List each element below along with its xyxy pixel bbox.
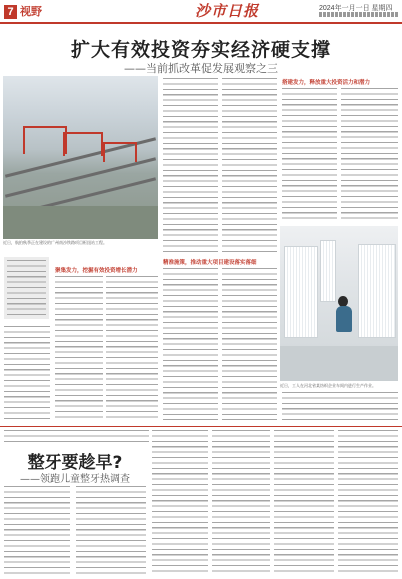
worker-figure bbox=[336, 306, 352, 332]
body-column bbox=[163, 78, 218, 253]
section-heading: 搭建发力，释放重大投资活力和潜力 bbox=[282, 80, 371, 86]
photo-caption: 近日，航拍秋季正在建设的广州南沙铁路项目枢纽站工程。 bbox=[3, 240, 107, 245]
body-column bbox=[163, 268, 218, 420]
factory-photo bbox=[280, 226, 398, 381]
photo-caption: 近日，工人在河北省某纺织企业车间内进行生产作业。 bbox=[280, 383, 376, 388]
article-subtitle: ——当前抓改革促发展观察之三 bbox=[124, 62, 278, 75]
issue-date: 2024年一月一日 星期四 bbox=[319, 5, 393, 12]
body-column bbox=[282, 392, 398, 420]
body-column bbox=[4, 326, 50, 420]
section-heading: 精准施策，推动重大项目建设落实落细 bbox=[163, 260, 257, 266]
body-column bbox=[212, 430, 270, 576]
body-column bbox=[55, 276, 103, 420]
header-rule bbox=[0, 22, 402, 24]
body-column bbox=[76, 486, 146, 576]
body-column bbox=[4, 486, 70, 576]
editor-credits bbox=[319, 12, 399, 17]
article2-title: 整牙要趁早? bbox=[27, 453, 123, 473]
body-column bbox=[274, 430, 334, 576]
article2-subtitle: ——领跑儿童整牙热调查 bbox=[20, 474, 130, 485]
body-column bbox=[4, 430, 149, 444]
section-divider bbox=[0, 426, 402, 427]
body-column bbox=[222, 78, 277, 253]
sidebar-box bbox=[4, 257, 49, 319]
body-column bbox=[282, 88, 337, 223]
body-column bbox=[106, 276, 158, 420]
article-title: 扩大有效投资夯实经济硬支撑 bbox=[70, 39, 331, 61]
section-heading: 聚集发力，挖掘有效投资增长潜力 bbox=[55, 268, 138, 274]
section-label: 视野 bbox=[20, 6, 42, 18]
body-column bbox=[341, 88, 398, 223]
body-column bbox=[338, 430, 398, 576]
body-column bbox=[222, 268, 277, 420]
masthead-logo: 沙市日报 bbox=[195, 2, 260, 20]
construction-photo bbox=[3, 76, 158, 239]
page-number-badge: 7 bbox=[4, 5, 17, 19]
body-column bbox=[152, 430, 208, 576]
